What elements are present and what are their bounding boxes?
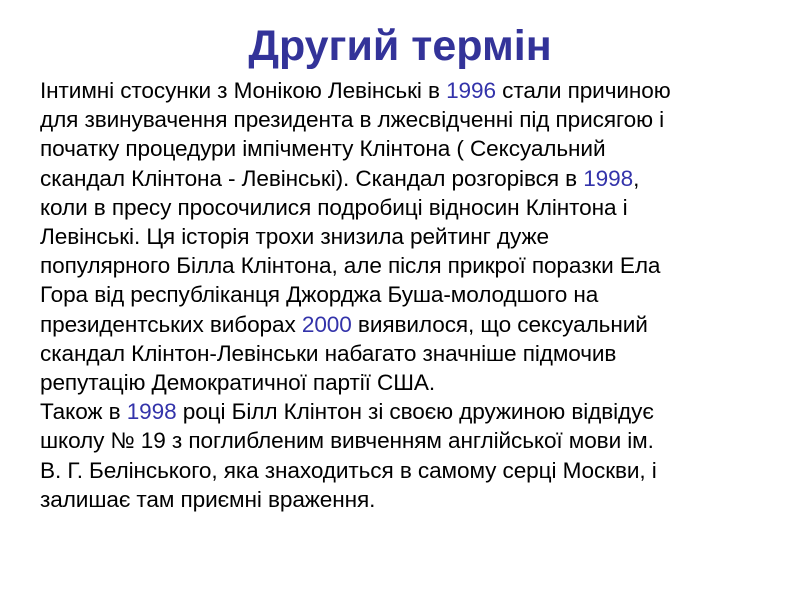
text-segment: початку процедури імпічменту Клінтона ( Сексуальний — [40, 136, 606, 162]
text-line — [40, 193, 796, 222]
year-highlight: 1996 — [446, 78, 496, 103]
text-line — [40, 339, 796, 368]
text-segment: президентських виборах — [40, 311, 302, 337]
text-line — [40, 456, 796, 485]
text-line — [40, 368, 796, 397]
text-line — [40, 310, 796, 339]
year-highlight: 2000 — [301, 311, 352, 337]
text-segment: скандал Клінтон-Левінськи набагато значніше підмочив — [40, 340, 617, 366]
text-segment: Також в — [40, 399, 127, 425]
text-segment: році Білл Клінтон зі своєю дружиною відвідує — [176, 399, 654, 425]
year-highlight: 1998 — [126, 399, 177, 425]
text-segment: залишає там приємні враження. — [40, 486, 376, 512]
text-segment: виявилося, що сексуальний — [351, 311, 648, 337]
paragraph-1 — [40, 76, 796, 397]
text-segment: скандал Клінтона - Левінські). Скандал розгорівся в — [40, 165, 584, 191]
text-segment: Інтимні стосунки з Монікою Левінські в — [40, 78, 447, 103]
text-line — [40, 164, 796, 193]
text-segment: Левінські. Ця історія трохи знизила рейтинг дуже — [40, 224, 549, 250]
text-segment: коли в пресу просочилися подробиці відносин Клінтона і — [40, 194, 628, 220]
text-segment: школу № 19 з поглибленим вивченням англійської мови ім. — [40, 428, 654, 454]
text-line — [40, 105, 796, 134]
text-line — [40, 222, 796, 251]
text-line — [40, 426, 796, 455]
text-line — [40, 76, 796, 105]
text-segment: стали причиною — [495, 78, 671, 103]
text-segment: для звинувачення президента в лжесвідченні під присягою і — [40, 107, 665, 133]
text-segment: Гора від республіканця Джорджа Буша-молодшого на — [40, 282, 599, 308]
slide-body — [40, 76, 796, 514]
text-line — [40, 280, 796, 309]
text-segment: репутацію Демократичної партії США. — [40, 370, 435, 396]
text-line — [40, 251, 796, 280]
slide-title: Другий термін — [248, 22, 552, 70]
year-highlight: 1998 — [583, 165, 634, 191]
text-segment: популярного Білла Клінтона, але після прикрої поразки Ела — [40, 253, 661, 279]
paragraph-2 — [40, 397, 796, 514]
text-line — [40, 134, 796, 163]
text-line — [40, 397, 796, 426]
text-segment: , — [633, 165, 640, 191]
text-segment: В. Г. Белінського, яка знаходиться в самому серці Москви, і — [40, 457, 657, 483]
text-line — [40, 485, 796, 514]
